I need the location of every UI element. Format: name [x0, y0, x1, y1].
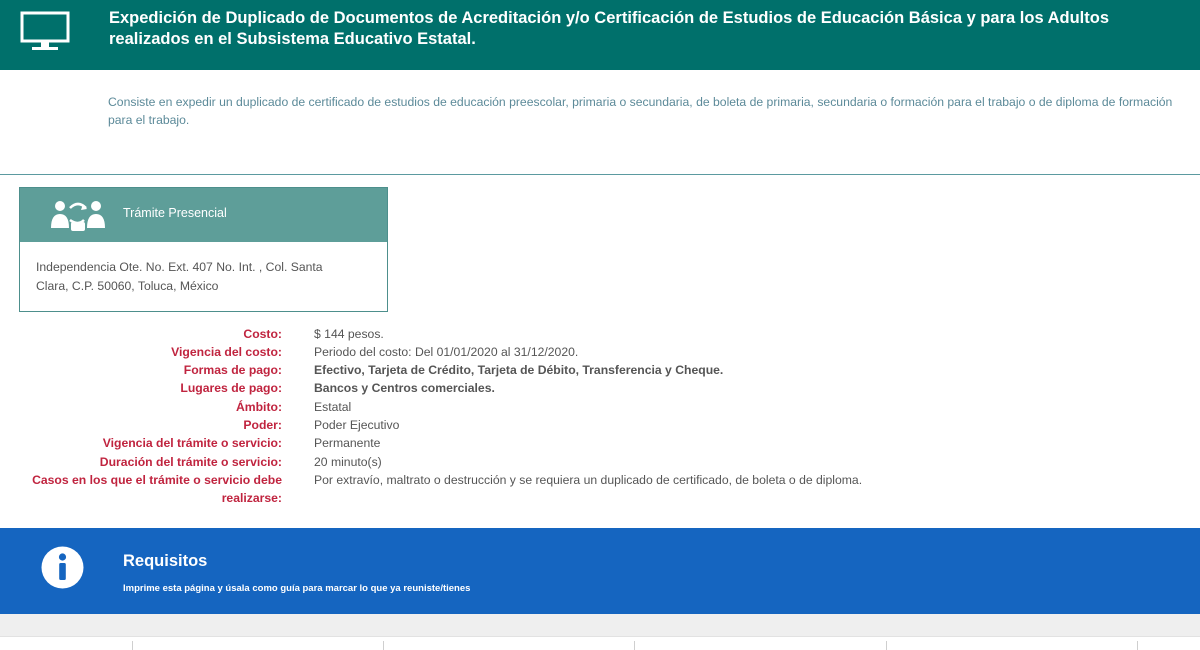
card-header-label: Trámite Presencial [123, 206, 227, 220]
detail-value: Estatal [314, 400, 352, 414]
page-title [109, 8, 1179, 50]
requirements-banner [0, 528, 1200, 614]
column-separator [383, 641, 384, 650]
detail-label: Formas de pago: [183, 363, 282, 377]
detail-label: Duración del trámite o servicio: [99, 455, 282, 469]
page-header [0, 0, 1200, 70]
requirements-subtitle: Imprime esta página y úsala como guía para marcar lo que ya reuniste/tienes [123, 583, 471, 594]
address-line-1: Independencia Ote. No. Ext. 407 No. Int. , Col. Santa [36, 260, 323, 274]
column-separator [886, 641, 887, 650]
in-person-procedure-card [19, 187, 388, 312]
detail-label-line-1: Casos en los que el trámite o servicio debe [32, 473, 282, 487]
detail-row-duracion [0, 453, 1200, 471]
detail-value: Efectivo, Tarjeta de Crédito, Tarjeta de Débito, Transferencia y Cheque. [314, 363, 724, 377]
bottom-divider [0, 636, 1200, 637]
detail-value: Poder Ejecutivo [314, 418, 400, 432]
requirements-title: Requisitos [123, 552, 208, 570]
detail-label: Vigencia del costo: [171, 345, 282, 359]
address-line-2: Clara, C.P. 50060, Toluca, México [36, 278, 219, 293]
detail-label: Ámbito: [235, 400, 282, 414]
page-title-line-2: realizados en el Subsistema Educativo Estatal. [109, 30, 476, 48]
detail-label-line-2: realizarse: [221, 491, 282, 506]
monitor-icon [20, 11, 70, 53]
people-exchange-icon [48, 198, 108, 232]
detail-value: $ 144 pesos. [314, 327, 384, 341]
column-separator [1137, 641, 1138, 650]
detail-row-ambito [0, 398, 1200, 416]
column-separator [634, 641, 635, 650]
section-divider [0, 174, 1200, 175]
detail-label: Vigencia del trámite o servicio: [102, 436, 282, 450]
card-header [20, 188, 387, 242]
detail-label: Costo: [243, 327, 282, 341]
detail-row-costo [0, 325, 1200, 343]
office-address [36, 258, 366, 295]
detail-value: Por extravío, maltrato o destrucción y se requiera un duplicado de certificado, de boleta o de diploma. [314, 473, 863, 487]
detail-label: Lugares de pago: [180, 381, 282, 395]
detail-row-formas-pago [0, 361, 1200, 379]
detail-value: Permanente [314, 436, 381, 450]
detail-row-lugares-pago [0, 379, 1200, 397]
page-title-line-1: Expedición de Duplicado de Documentos de Acreditación y/o Certificación de Estudios de Educación Básica y para los Adultos [109, 9, 1109, 27]
detail-value: 20 minuto(s) [314, 455, 382, 469]
detail-row-poder [0, 416, 1200, 434]
bottom-toolbar-strip [0, 614, 1200, 636]
procedure-description: Consiste en expedir un duplicado de certificado de estudios de educación preescolar, primaria o secundaria, de boleta de primaria, secundaria o formación para el trabajo o de diploma de formación para el trabajo. [108, 95, 1173, 127]
column-separator [132, 641, 133, 650]
detail-row-vigencia-costo [0, 343, 1200, 361]
detail-row-vigencia-tramite [0, 434, 1200, 452]
detail-value: Periodo del costo: Del 01/01/2020 al 31/12/2020. [314, 345, 579, 359]
detail-label [0, 471, 282, 507]
detail-value: Bancos y Centros comerciales. [314, 381, 495, 395]
detail-row-casos [0, 471, 1200, 507]
detail-label: Poder: [243, 418, 282, 432]
info-circle-icon [41, 546, 84, 589]
